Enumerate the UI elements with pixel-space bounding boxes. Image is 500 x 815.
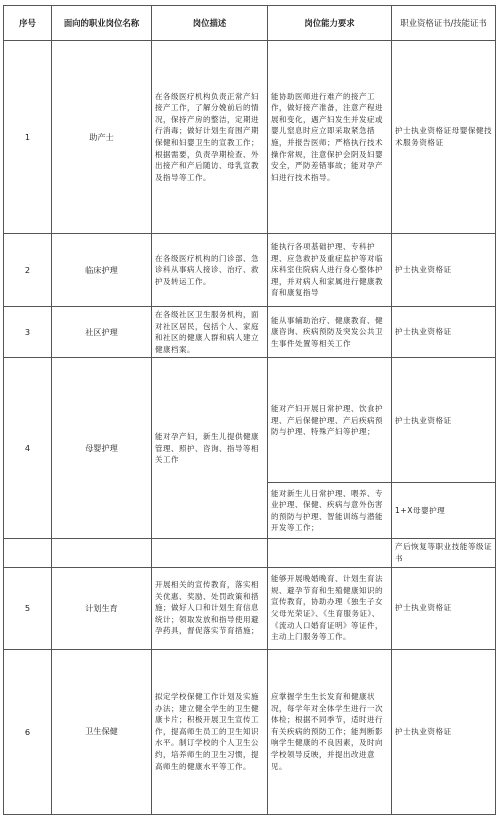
row-number-empty [4, 539, 52, 567]
certificate: 护士执业资格证 [392, 649, 496, 814]
header-desc: 岗位描述 [152, 6, 268, 41]
row-number: 4 [4, 358, 52, 539]
position-name: 助产士 [52, 41, 152, 234]
header-position: 面向的职业岗位名称 [52, 6, 152, 41]
position-name: 社区护理 [52, 307, 152, 358]
row-number: 1 [4, 41, 52, 234]
table-row [4, 307, 496, 358]
table-header-row [4, 6, 496, 41]
position-description-empty [152, 539, 268, 567]
header-cert: 职业资格证书/技能证书 [392, 6, 496, 41]
certificate: 1+X母婴护理 [392, 483, 496, 539]
table-row [4, 539, 496, 567]
ability-requirement: 应掌握学生生长发育和健康状况，每学年对全体学生进行一次体检；根据不同季节，适时进行有关疾病的预防工作；能判断影响学生健康的不良因素，及时向学校领导反映，并提出改进意见。 [268, 649, 392, 814]
table-row [4, 234, 496, 307]
position-name: 计划生育 [52, 567, 152, 649]
position-description: 在各级医疗机构负责正常产妇接产工作，了解分娩前后的情况，保持产房的整洁，定期进行消毒；做好计划生育围产期保健和妇婴卫生的宣教工作；根据需要，负责孕期检查、外出接产和产后随访、母乳宣教及指导等工作。 [152, 41, 268, 234]
row-number: 2 [4, 234, 52, 307]
ability-requirement: 能从事辅助治疗、健康教育、健康咨询、疾病预防及突发公共卫生事件处置等相关工作 [268, 307, 392, 358]
row-number: 5 [4, 567, 52, 649]
position-name: 母婴护理 [52, 358, 152, 539]
ability-requirement: 能够开展晚婚晚育、计划生育法规、避孕节育和生殖健康知识的宣传教育，协助办理《独生子女父母光荣证》、《生育服务证》、《流动人口婚育证明》等证件，主动上门服务等工作。 [268, 567, 392, 649]
certificate: 护士执业资格证 [392, 358, 496, 483]
row-number: 6 [4, 649, 52, 814]
job-position-table [3, 5, 496, 815]
position-name: 卫生保健 [52, 649, 152, 814]
certificate: 护士执业资格证 [392, 234, 496, 307]
certificate: 产后恢复等职业技能等级证书 [392, 539, 496, 567]
position-description: 拟定学校保健工作计划及实施办法；建立健全学生的卫生健康卡片；积极开展卫生宣传工作，提高师生员工的卫生知识水平。制订学校的个人卫生公约，培养师生的卫生习惯，提高师生的健康水平等工作。 [152, 649, 268, 814]
position-description: 能对孕产妇，新生儿提供健康管理、照护、咨询、指导等相关工作 [152, 358, 268, 539]
position-description: 在各级社区卫生服务机构，面对社区居民，包括个人、家庭和社区的健康人群和病人建立健康档案。 [152, 307, 268, 358]
position-name: 临床护理 [52, 234, 152, 307]
ability-requirement: 能对产妇开展日常护理、饮食护理、产后保健护理、产后疾病预防与护理、特殊产妇等护理； [268, 358, 392, 483]
certificate: 护士执业资格证 [392, 307, 496, 358]
row-number: 3 [4, 307, 52, 358]
ability-requirement [268, 539, 392, 567]
position-name-empty [52, 539, 152, 567]
header-no: 序号 [4, 6, 52, 41]
table-row [4, 41, 496, 234]
position-description: 在各级医疗机构的门诊部、急诊科从事病人接诊、治疗、救护及转运工作。 [152, 234, 268, 307]
ability-requirement: 能执行各项基础护理、专科护理、应急救护及重症监护等对临床科室住院病人进行身心整体护理，并对病人和家属进行健康教育和康复指导 [268, 234, 392, 307]
table-row [4, 649, 496, 814]
certificate: 护士执业资格证 [392, 567, 496, 649]
header-ability: 岗位能力要求 [268, 6, 392, 41]
ability-requirement: 能对新生儿日常护理、喂养、专业护理、保健、疾病与意外伤害的预防与护理、智能训练与潜能开发等工作； [268, 483, 392, 539]
ability-requirement: 能协助医师进行难产的接产工作，做好接产准备，注意产程进展和变化，遇产妇发生并发症或婴儿窒息时应立即采取紧急措施，并报告医师；严格执行技术操作常规，注意保护会阴及妇婴安全，严防差错事故；能对孕产妇进行技术指导。 [268, 41, 392, 234]
table-row [4, 358, 496, 423]
position-description: 开展相关的宣传教育，落实相关优惠、奖励、处罚政策和措施；做好人口和计划生育信息统计；领取发放和指导使用避孕药具，督促落实节育措施； [152, 567, 268, 649]
table-row [4, 567, 496, 649]
certificate: 护士执业资格证母婴保健技术服务资格证 [392, 41, 496, 234]
